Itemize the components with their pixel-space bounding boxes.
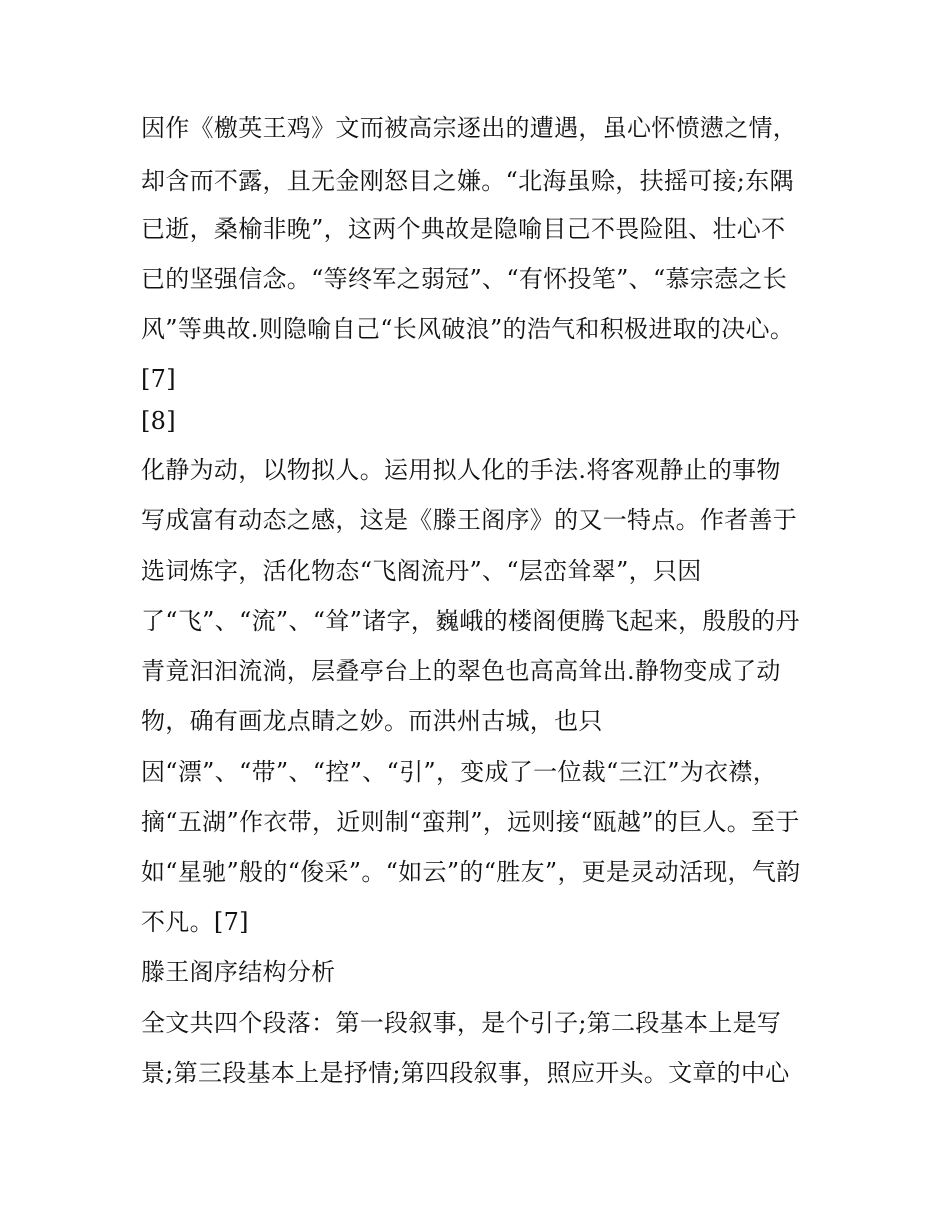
text-line: 了“飞”、“流”、“耸”诸字，巍峨的楼阁便腾飞起来，殷殷的丹	[141, 607, 800, 635]
text-line: 已的坚强信念。“等终军之弱冠”、“有怀投笔”、“慕宗悫之长	[141, 265, 788, 293]
text-line: 选词炼字，活化物态“飞阁流丹”、“层峦耸翠”，只因	[141, 557, 702, 585]
text-line: 如“星驰”般的“俊采”。“如云”的“胜友”，更是灵动活现，气韵	[141, 858, 801, 886]
text-line: 不凡。[7]	[141, 908, 249, 936]
text-line: 因“漂”、“带”、“控”、“引”，变成了一位裁“三江”为衣襟，	[141, 758, 777, 786]
section-heading: 滕王阁序结构分析	[141, 958, 336, 986]
citation-marker: [8]	[141, 407, 176, 435]
citation-marker: [7]	[141, 365, 176, 393]
text-line: 风”等典故.则隐喻自己“长风破浪”的浩气和积极进取的决心。	[141, 315, 795, 343]
text-line: 却含而不露，且无金刚怒目之嫌。“北海虽赊，扶摇可接;东隅	[141, 167, 794, 195]
text-line: 青竟汩汩流淌，层叠亭台上的翠色也高高耸出.静物变成了动	[141, 657, 781, 685]
text-line: 摘“五湖”作衣带，近则制“蛮荆”，远则接“瓯越”的巨人。至于	[141, 808, 800, 836]
text-line: 写成富有动态之感，这是《滕王阁序》的又一特点。作者善于	[141, 506, 798, 534]
text-line: 已逝，桑榆非晚”，这两个典故是隐喻目己不畏险阻、壮心不	[141, 215, 786, 243]
text-line: 全文共四个段落：第一段叙事，是个引子;第二段基本上是写	[141, 1009, 782, 1037]
text-line: 因作《檄英王鸡》文而被高宗逐出的遭遇，虽心怀愤懑之情，	[141, 114, 798, 142]
text-line: 景;第三段基本上是抒情;第四段叙事，照应开头。文章的中心	[141, 1059, 790, 1087]
text-line: 物，确有画龙点睛之妙。而洪州古城，也只	[141, 707, 603, 735]
text-line: 化静为动，以物拟人。运用拟人化的手法.将客观静止的事物	[141, 456, 781, 484]
